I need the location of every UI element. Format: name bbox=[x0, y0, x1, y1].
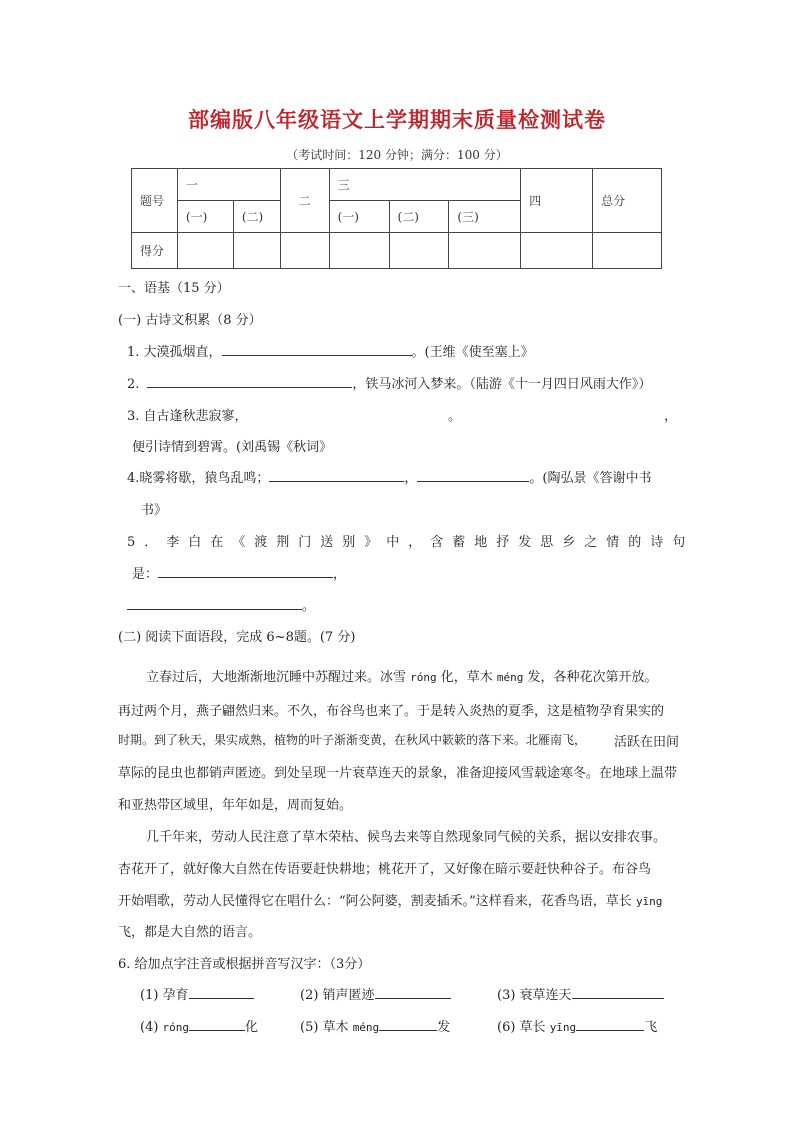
passage-p1-line-3a: 时期。到了秋天，果实成熟，植物的叶子渐渐变黄，在秋风中簌簌的落下来。北雁南飞， bbox=[118, 733, 587, 747]
score-table bbox=[131, 168, 662, 269]
item-label: (5) 草木 bbox=[300, 1020, 353, 1035]
pinyin: méng bbox=[496, 671, 524, 684]
item-label: 发 bbox=[437, 1020, 451, 1035]
question-6-item-3 bbox=[497, 984, 664, 1003]
passage-p2-line-1: 几千年来，劳动人民注意了草木荣枯、候鸟去来等自然现象同气候的关系，据以安排农事。 bbox=[146, 830, 667, 845]
exam-subtitle: （考试时间：120 分钟；满分：100 分） bbox=[286, 148, 508, 162]
question-3-comma: ， bbox=[664, 409, 678, 424]
exam-title: 部编版八年级语文上学期期末质量检测试卷 bbox=[188, 107, 606, 132]
passage-text: 立春过后，大地渐渐地沉睡中苏醒过来。冰雪 bbox=[146, 670, 411, 685]
question-4-comma: ， bbox=[404, 471, 418, 486]
question-2 bbox=[127, 373, 651, 392]
item-label: 飞 bbox=[644, 1020, 658, 1035]
score-cell[interactable] bbox=[593, 233, 662, 269]
header-part-4: 四 bbox=[521, 169, 593, 233]
question-5-line-1: 5．李白在《渡荆门送别》中，含蓄地抒发思乡之情的诗句 bbox=[127, 535, 695, 550]
answer-blank[interactable] bbox=[147, 373, 352, 388]
question-5-prefix: 是： bbox=[132, 567, 159, 582]
question-5-line-2 bbox=[132, 563, 346, 582]
passage-p1-line-2: 再过两个月，燕子翩然归来。不久，布谷鸟也来了。于是转入炎热的夏季，这是植物孕育果实的 bbox=[118, 704, 665, 719]
header-part-3: 三 bbox=[329, 169, 521, 201]
question-6-stem: 6. 给加点字注音或根据拼音写汉字：（3分） bbox=[118, 957, 371, 972]
question-1 bbox=[127, 341, 534, 360]
score-cell[interactable] bbox=[521, 233, 593, 269]
question-1-prefix: 1. 大漠孤烟直， bbox=[127, 345, 222, 360]
passage-p1-line-1 bbox=[146, 666, 658, 685]
label-question-number: 题号 bbox=[132, 169, 178, 233]
item-label: (2) 销声匿迹 bbox=[300, 988, 375, 1003]
passage-p2-line-2: 杏花开了，就好像大自然在传语要赶快耕地；桃花开了，又好像在暗示要赶快种谷子。布谷鸟 bbox=[118, 862, 652, 877]
header-part-2: 二 bbox=[280, 169, 329, 233]
header-part-1-sub-1: (一) bbox=[177, 201, 233, 233]
header-total: 总分 bbox=[593, 169, 662, 233]
question-4-prefix: 4.晓雾将歇，猿鸟乱鸣； bbox=[127, 471, 270, 486]
pinyin: róng bbox=[410, 671, 437, 684]
subsection-1-heading: (一) 古诗文积累（8 分） bbox=[118, 313, 262, 328]
item-label: (4) bbox=[140, 1020, 163, 1035]
item-label: (1) 孕育 bbox=[140, 988, 189, 1003]
score-cell[interactable] bbox=[389, 233, 449, 269]
question-3-mid-mark: 。 bbox=[448, 409, 462, 424]
question-3-line-2: 便引诗情到碧霄。(刘禹锡《秋词》 bbox=[132, 440, 333, 455]
header-part-1: 一 bbox=[177, 169, 280, 201]
question-4 bbox=[127, 467, 652, 486]
answer-blank[interactable] bbox=[222, 341, 412, 356]
question-6-item-5 bbox=[300, 1016, 450, 1035]
answer-blank[interactable] bbox=[189, 984, 254, 999]
score-cell[interactable] bbox=[280, 233, 329, 269]
score-cell[interactable] bbox=[449, 233, 521, 269]
question-5-period: 。 bbox=[302, 599, 316, 614]
question-2-prefix: 2. bbox=[127, 377, 140, 392]
question-1-suffix: 。(王维《使至塞上》 bbox=[411, 345, 534, 360]
score-cell[interactable] bbox=[233, 233, 280, 269]
score-cell[interactable] bbox=[329, 233, 389, 269]
question-2-suffix: ，铁马冰河入梦来。（陆游《十一月四日风雨大作》） bbox=[352, 377, 652, 392]
passage-p1-line-5: 和亚热带区域里，年年如是，周而复始。 bbox=[118, 798, 353, 813]
answer-blank[interactable] bbox=[158, 563, 333, 578]
answer-blank[interactable] bbox=[576, 1016, 644, 1031]
header-part-3-sub-1: (一) bbox=[329, 201, 389, 233]
question-3-line-1: 3. 自古逢秋悲寂寥， bbox=[127, 409, 248, 424]
passage-p2-line-3 bbox=[118, 890, 662, 909]
header-part-3-sub-2: (二) bbox=[389, 201, 449, 233]
item-label: (6) 草长 bbox=[497, 1020, 550, 1035]
question-5-comma: ， bbox=[333, 567, 347, 582]
answer-blank[interactable] bbox=[269, 467, 404, 482]
question-5-line-3 bbox=[127, 595, 315, 614]
passage-p1-line-3b: 活跃在田间 bbox=[614, 735, 680, 750]
answer-blank[interactable] bbox=[127, 595, 302, 610]
label-score: 得分 bbox=[132, 233, 178, 269]
passage-text: 开始唱歌，劳动人民懂得它在唱什么：“阿公阿婆，割麦插禾。”这样看来，花香鸟语，草长 bbox=[118, 894, 636, 909]
section-1-heading: 一、语基（15 分） bbox=[118, 281, 230, 296]
header-part-1-sub-2: (二) bbox=[233, 201, 280, 233]
question-6-item-1 bbox=[140, 984, 254, 1003]
passage-p2-line-4: 飞，都是大自然的语言。 bbox=[118, 925, 262, 940]
subsection-2-heading: (二) 阅读下面语段，完成 6~8题。(7 分) bbox=[118, 630, 356, 645]
pinyin: yīng bbox=[635, 895, 663, 908]
pinyin: yīng bbox=[549, 1021, 577, 1034]
pinyin: méng bbox=[352, 1021, 380, 1034]
pinyin: róng bbox=[162, 1021, 190, 1034]
item-label: 化 bbox=[245, 1020, 259, 1035]
header-part-3-sub-3: (三) bbox=[449, 201, 521, 233]
answer-blank[interactable] bbox=[375, 984, 451, 999]
answer-blank[interactable] bbox=[189, 1016, 245, 1031]
question-6-item-4 bbox=[140, 1016, 258, 1035]
question-6-item-6 bbox=[497, 1016, 657, 1035]
passage-text: 化，草木 bbox=[436, 670, 497, 685]
answer-blank[interactable] bbox=[417, 467, 529, 482]
question-4-suffix: 。(陶弘景《答谢中书 bbox=[529, 471, 652, 486]
answer-blank[interactable] bbox=[379, 1016, 437, 1031]
answer-blank[interactable] bbox=[572, 984, 664, 999]
score-cell[interactable] bbox=[177, 233, 233, 269]
passage-text: 发，各种花次第开放。 bbox=[523, 670, 658, 685]
question-4-line-2: 书》 bbox=[141, 503, 168, 518]
question-6-item-2 bbox=[300, 984, 451, 1003]
passage-p1-line-4: 草际的昆虫也都销声匿迹。到处呈现一片衰草连天的景象，准备迎接风雪载途寒冬。在地球上温带 bbox=[118, 766, 678, 781]
item-label: (3) 衰草连天 bbox=[497, 988, 572, 1003]
